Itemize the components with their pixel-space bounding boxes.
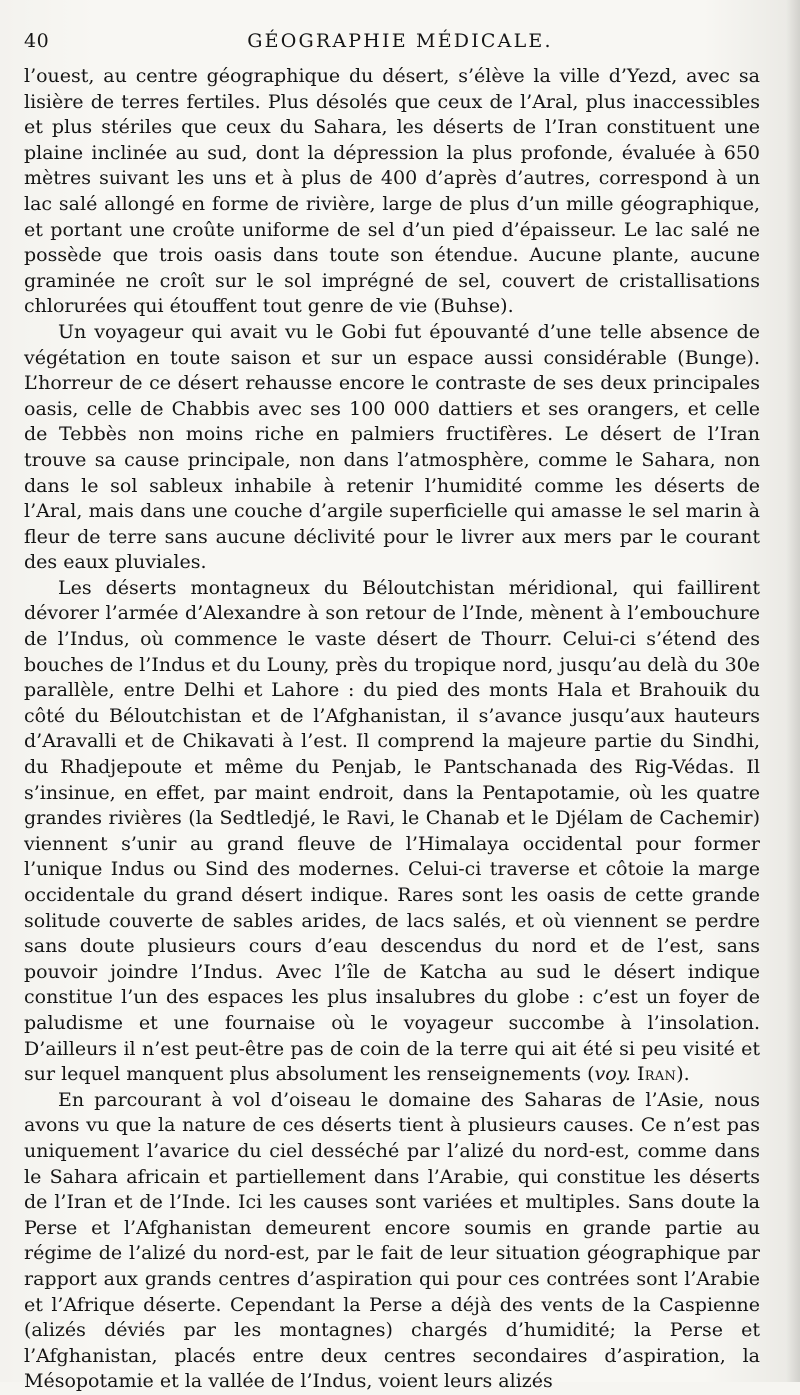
- paragraph-3: [24, 576, 760, 1088]
- page-edge-shadow: [786, 0, 800, 1382]
- reference-iran: Iran: [636, 1063, 677, 1086]
- paragraph-2: Un voyageur qui avait vu le Gobi fut épouvanté d’une telle absence de végétation en toute saison et sur un espace aussi considérable (Bunge). L’horreur de ce désert rehausse encore le contraste de ses deux principales oasis, celle de Chabbis avec ses 100 000 dattiers et ses orangers, et celle de Tebbès non moins riche en palmiers fructifères. Le désert de l’Iran trouve sa cause principale, non dans l’atmosphère, comme le Sahara, non dans le sol sableux inhabile à retenir l’humidité comme les déserts de l’Aral, mais dans une couche d’argile superficielle qui amasse le sel marin à fleur de terre sans aucune déclivité pour le livrer aux mers par le courant des eaux pluviales.: [24, 320, 760, 574]
- page-number: 40: [24, 30, 50, 52]
- paragraph-4: En parcourant à vol d’oiseau le domaine des Saharas de l’Asie, nous avons vu que la nature de ces déserts tient à plusieurs causes. Ce n’est pas uniquement l’avarice du ciel desséché par l’alizé du nord-est, comme dans le Sahara africain et partiellement dans l’Arabie, qui constitue les déserts de l’Iran et de l’Inde. Ici les causes sont variées et multiples. Sans doute la Perse et l’Afghanistan demeurent encore soumis en grande partie au régime de l’alizé du nord-est, par le fait de leur situation géographique par rapport aux grands centres d’aspiration qui pour ces contrées sont l’Arabie et l’Afrique déserte. Cependant la Perse a déjà des vents de la Caspienne (alizés déviés par les montagnes) chargés d’humidité; la Perse et l’Afghanistan, placés entre deux centres secondaires d’aspiration, la Mésopotamie et la vallée de l’Indus, voient leurs alizés: [24, 1088, 760, 1393]
- paragraph-3-text: Les déserts montagneux du Béloutchistan méridional, qui faillirent dévorer l’armée d’Alexandre à son retour de l’Inde, mènent à l’embouchure de l’Indus, où commence le vaste désert de Thourr. Celui-ci s’étend des bouches de l’Indus et du Louny, près du tropique nord, jusqu’au delà du 30e parallèle, entre Delhi et Lahore : du pied des monts Hala et Brahouik du côté du Béloutchistan et de l’Afghanistan, il s’avance jusqu’aux hauteurs d’Aravalli et de Chikavati à l’est. Il comprend la majeure partie du Sindhi, du Rhadjepoute et même du Penjab, le Pantschanada des Rig-Védas. Il s’insinue, en effet, par maint endroit, dans la Pentapotamie, où les quatre grandes rivières (la Sedtledjé, le Ravi, le Chanab et le Djélam de Cachemir) viennent s’unir au grand fleuve de l’Himalaya occidental pour former l’unique Indus ou Sind des modernes. Celui-ci traverse et côtoie la marge occidentale du grand désert indique. Rares sont les oasis de cette grande solitude couverte de sables arides, de lacs salés, et où viennent se perdre sans doute plusieurs cours d’eau descendus du nord et de l’est, sans pouvoir joindre l’Indus. Avec l’île de Katcha au sud le désert indique constitue l’un des espaces les plus insalubres du globe : c’est un foyer de paludisme et une fournaise où le voyageur succombe à l’insolation. D’ailleurs il n’est peut-être pas de coin de la terre qui ait été si peu visité et sur lequel manquent plus absolument les renseignements (: [24, 576, 760, 1086]
- paragraph-1: l’ouest, au centre géographique du désert, s’élève la ville d’Yezd, avec sa lisière de terres fertiles. Plus désolés que ceux de l’Aral, plus inaccessibles et plus stériles que ceux du Sahara, les déserts de l’Iran constituent une plaine inclinée au sud, dont la dépression la plus profonde, évaluée à 650 mètres suivant les uns et à plus de 400 d’après d’autres, correspond à un lac salé allongé en forme de rivière, large de plus d’un mille géographique, et portant une croûte uniforme de sel d’un pied d’épaisseur. Le lac salé ne possède que trois oasis dans toute son étendue. Aucune plante, aucune graminée ne croît sur le sol imprégné de sel, couvert de cristallisations chlorurées qui étouffent tout genre de vie (Buhse).: [24, 65, 760, 318]
- reference-tail: ).: [676, 1063, 690, 1086]
- running-title: GÉOGRAPHIE MÉDICALE.: [247, 30, 553, 52]
- page-header: [24, 30, 760, 58]
- body-text: [24, 64, 760, 1395]
- reference-voy: voy.: [594, 1063, 631, 1086]
